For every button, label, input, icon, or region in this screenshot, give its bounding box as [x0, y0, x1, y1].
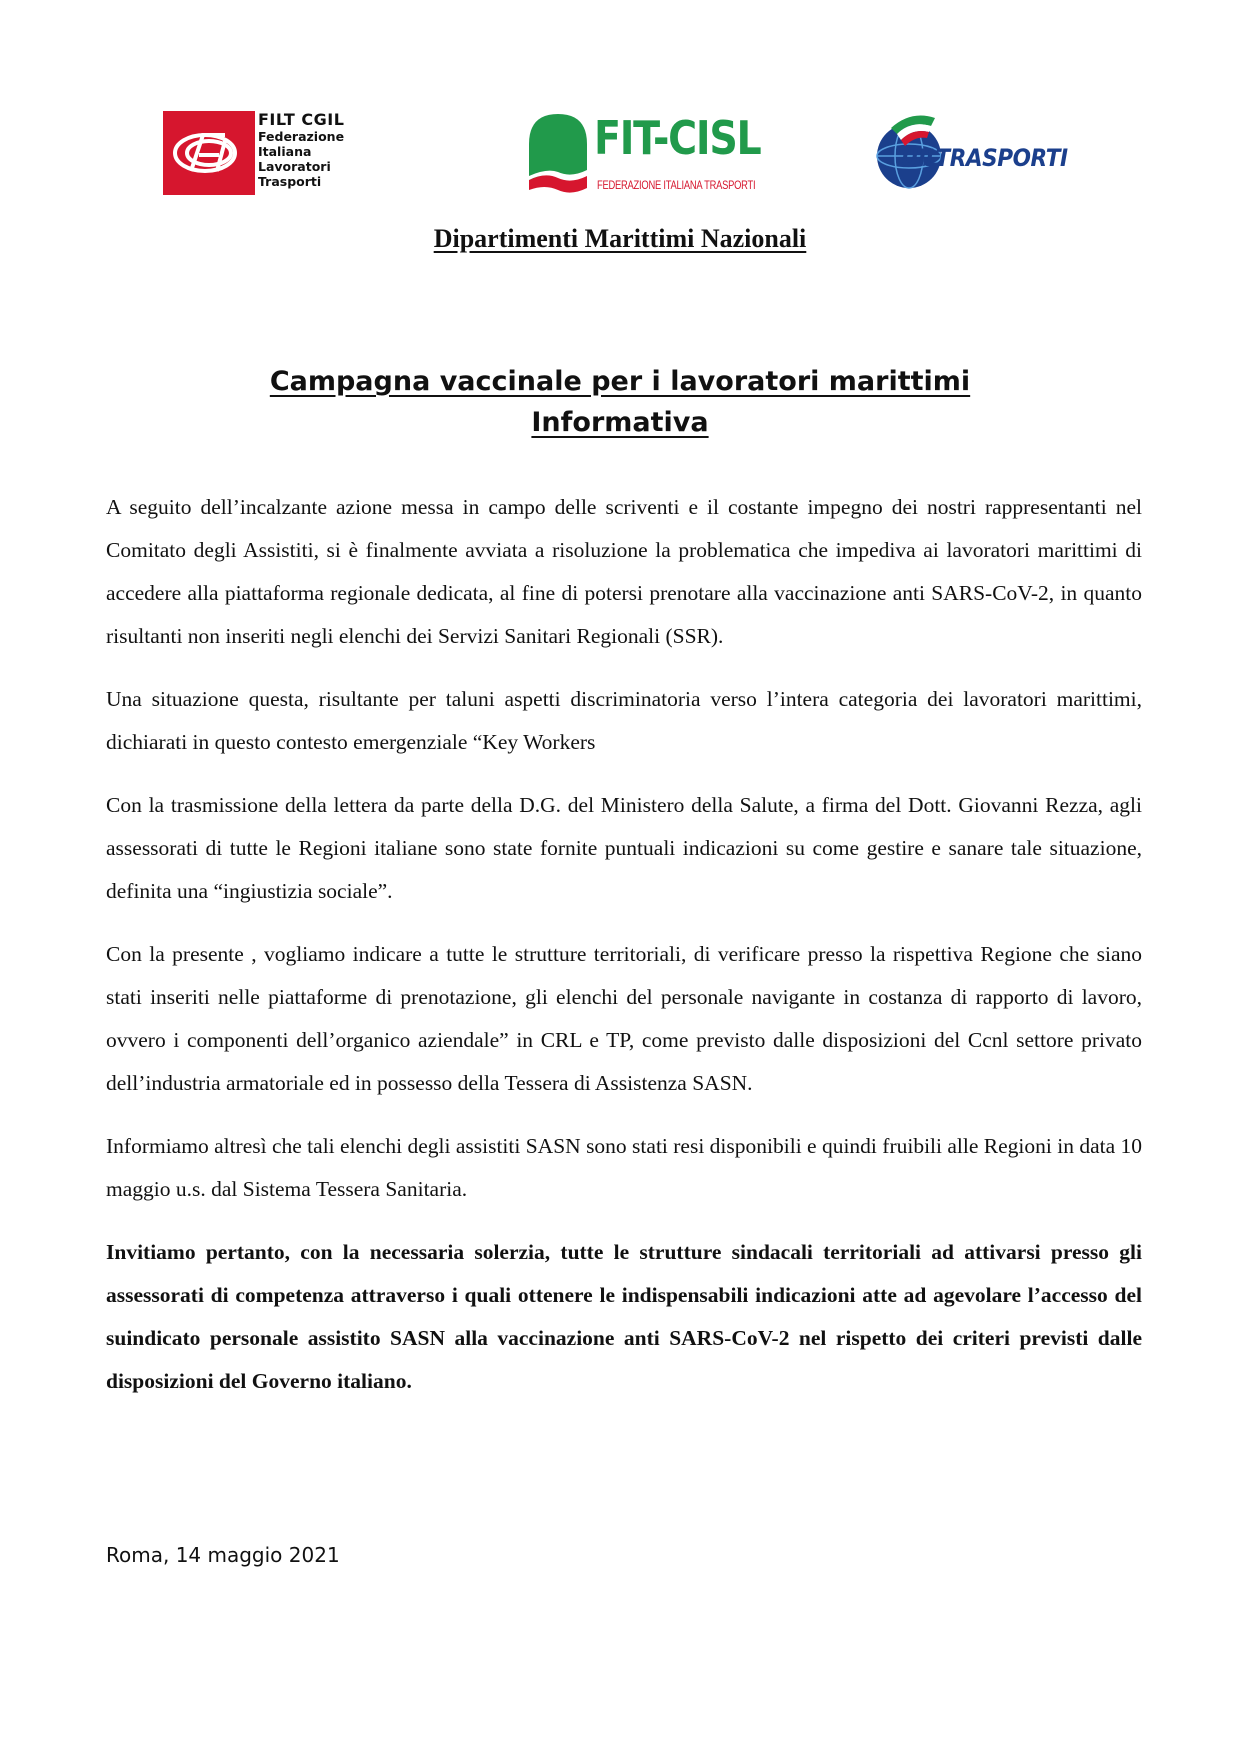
- filt-cgil-line-1: Federazione: [258, 129, 345, 144]
- filt-cgil-emblem-icon: [163, 111, 255, 195]
- paragraph-5: Informiamo altresì che tali elenchi degli assistiti SASN sono stati resi disponibili e quindi fruibili alle Regioni in data 10 maggio u.s. dal Sistema Tessera Sanitaria.: [106, 1134, 1143, 1201]
- document-title: [0, 361, 1240, 443]
- fit-cisl-subtitle: FEDERAZIONE ITALIANA TRASPORTI: [597, 178, 756, 192]
- filt-cgil-line-2: Italiana: [258, 144, 312, 159]
- place-date: Roma, 14 maggio 2021: [106, 1543, 340, 1567]
- filt-cgil-name: FILT CGIL: [258, 110, 345, 129]
- paragraph-3: Con la trasmissione della lettera da parte della D.G. del Ministero della Salute, a firma del Dott. Giovanni Rezza, agli assessorati di tutte le Regioni italiane sono state fornite puntuali indicazioni su come gestire e sanare tale situazione, definita una “ingiustizia sociale”.: [106, 793, 1142, 903]
- fit-cisl-logo: [527, 110, 762, 196]
- uiltrasporti-logo: [871, 110, 1086, 192]
- paragraph-4: Con la presente , vogliamo indicare a tutte le strutture territoriali, di verificare presso la rispettiva Regione che siano stati inseriti nelle piattaforme di prenotazione, gli elenchi del personale navigante in costanza di rapporto di lavoro, ovvero i componenti dell’organico aziendale” in CRL e TP, come previsto dalle disposizioni del Ccnl settore privato dell’industria armatoriale ed in possesso della Tessera di Assistenza SASN.: [106, 942, 1142, 1095]
- uiltrasporti-name: UILTRASPORTI: [901, 144, 1068, 172]
- filt-cgil-wordmark: [258, 111, 344, 189]
- department-heading: Dipartimenti Marittimi Nazionali: [433, 224, 807, 253]
- paragraph-2: Una situazione questa, risultante per taluni aspetti discriminatoria verso l’intera categoria dei lavoratori marittimi, dichiarati in questo contesto emergenziale “Key Workers: [106, 687, 1142, 754]
- document-body: [106, 486, 1142, 1423]
- filt-cgil-line-3: Lavoratori: [258, 159, 331, 174]
- document-title-line-1: Campagna vaccinale per i lavoratori marittimi: [269, 366, 971, 397]
- filt-cgil-logo: [163, 111, 358, 197]
- fit-cisl-name: FIT-CISL: [594, 111, 761, 165]
- fit-cisl-emblem-icon: [527, 110, 589, 196]
- paragraph-6-call-to-action: Invitiamo pertanto, con la necessaria solerzia, tutte le strutture sindacali territoriali ad attivarsi presso gli assessorati di competenza attraverso i quali ottenere le indispensabili indicazioni atte ad agevolare l’accesso del suindicato personale assistito SASN alla vaccinazione anti SARS-CoV-2 nel rispetto dei criteri previsti dalle disposizioni del Governo italiano.: [106, 1240, 1142, 1393]
- filt-cgil-line-4: Trasporti: [258, 174, 322, 189]
- document-title-line-2: Informativa: [531, 407, 709, 438]
- paragraph-1: A seguito dell’incalzante azione messa in campo delle scriventi e il costante impegno dei nostri rappresentanti nel Comitato degli Assistiti, si è finalmente avviata a risoluzione la problematica che impediva ai lavoratori marittimi di accedere alla piattaforma regionale dedicata, al fine di potersi prenotare alla vaccinazione anti SARS-CoV-2, in quanto risultanti non inseriti negli elenchi dei Servizi Sanitari Regionali (SSR).: [106, 495, 1142, 648]
